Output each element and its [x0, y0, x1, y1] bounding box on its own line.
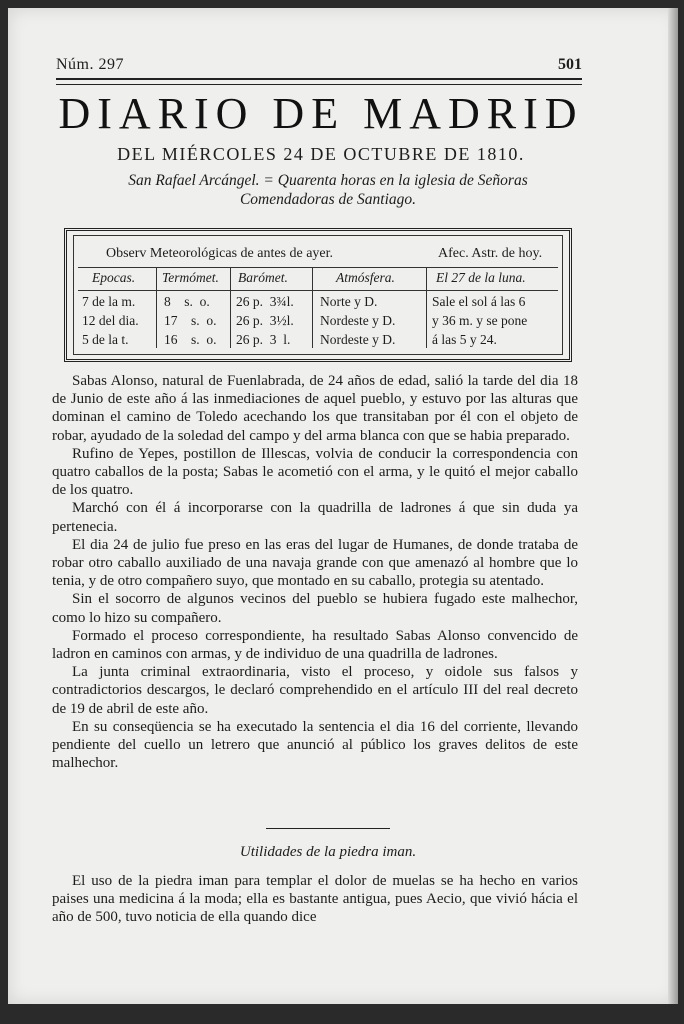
weather-rule: [78, 290, 558, 291]
astro-line-1: Sale el sol á las 6: [432, 294, 526, 309]
row3-epoca: 5 de la t.: [82, 332, 129, 347]
weather-col-divider: [230, 267, 231, 348]
weather-title-right: Afec. Astr. de hoy.: [438, 246, 543, 261]
row2-epoca: 12 del dia.: [82, 313, 139, 328]
page-header: [56, 56, 582, 74]
article-paragraph: Marchó con él á incorporarse con la quadrilla de ladrones á que sin duda ya pertenecia.: [52, 500, 578, 535]
article-body: [52, 372, 578, 772]
row3-atmos: Nordeste y D.: [320, 332, 396, 347]
weather-col-divider: [156, 267, 157, 348]
article-paragraph: El dia 24 de julio fue preso en las eras del lugar de Humanes, de donde trataba de robar otro caballo auxiliado de una navaja grande con que amenazó al hombre que lo tenia, y de otro compañero suyo, que montado en su caballo, protegia su atentado.: [52, 536, 578, 590]
col-barometro: Barómet.: [238, 270, 288, 285]
article-paragraph: Sabas Alonso, natural de Fuenlabrada, de 24 años de edad, salió la tarde del dia 18 de Junio de este año á las inmediaciones de aquel pueblo, y estuvo por las alturas que dominan el camino de Toledo acechando los que transitaban por él con el objeto de robar, ayudado de la soledad del campo y del arma blanca con que se habia preparado.: [52, 373, 578, 444]
section-divider: [266, 828, 390, 829]
article-paragraph: Rufino de Yepes, postillon de Illescas, volvia de conducir la correspondencia con quatro caballos de la posta; Sabas le acometió con el arma, y le quitó el mejor caballo de los quatro.: [52, 445, 578, 499]
article-paragraph: Formado el proceso correspondiente, ha resultado Sabas Alonso convencido de ladron en caminos con armas, y de individuo de una quadrilla de ladrones.: [52, 627, 578, 663]
weather-title-left: Observ Meteorológicas de antes de ayer.: [106, 246, 334, 261]
weather-table-border: [73, 235, 563, 355]
row1-baro: 26 p. 3¾l.: [236, 294, 294, 309]
weather-table-titles: [106, 246, 562, 268]
dateline: DEL MIÉRCOLES 24 DE OCTUBRE DE 1810.: [117, 144, 525, 164]
header-rule: [56, 78, 582, 85]
row3-baro: 26 p. 3 l.: [236, 332, 291, 347]
page-number: 501: [558, 56, 582, 73]
col-atmosfera: Atmósfera.: [336, 270, 395, 285]
row2-atmos: Nordeste y D.: [320, 313, 396, 328]
row2-baro: 26 p. 3½l.: [236, 313, 294, 328]
row3-termo: 16 s. o.: [164, 332, 217, 347]
weather-col-divider: [426, 267, 427, 348]
weather-rule: [78, 267, 558, 268]
row1-epoca: 7 de la m.: [82, 294, 136, 309]
astro-line-3: á las 5 y 24.: [432, 332, 497, 347]
page-edge: [668, 8, 678, 1004]
astro-line-2: y 36 m. y se pone: [432, 313, 528, 328]
col-termometro: Termómet.: [162, 270, 219, 285]
section-paragraph: El uso de la piedra iman para templar el dolor de muelas se ha hecho en varios paises una medicina á la moda; ella es bastante antigua, pues Aecio, que vivió hácia el año de 500, tuvo noticia de ella quando dice: [52, 873, 578, 926]
article-paragraph: La junta criminal extraordinaria, visto el proceso, y oidole sus falsos y contradictorios descargos, le declaró comprehendido en el artículo III del real decreto de 19 de abril de este año.: [52, 664, 578, 717]
row1-atmos: Norte y D.: [320, 294, 378, 309]
section-body: [52, 872, 578, 927]
row2-termo: 17 s. o.: [164, 313, 217, 328]
weather-table: [64, 228, 572, 362]
weather-col-divider: [312, 267, 313, 348]
saints-of-the-day: San Rafael Arcángel. = Quarenta horas en la iglesia de Señoras Comendadoras de Santiago.: [128, 172, 528, 208]
article-paragraph: Sin el socorro de algunos vecinos del pueblo se hubiera fugado este malhechor, como lo hizo su compañero.: [52, 591, 578, 626]
newspaper-page: [8, 8, 678, 1004]
row1-termo: 8 s. o.: [164, 294, 210, 309]
col-luna: El 27 de la luna.: [436, 270, 526, 285]
issue-number: Núm. 297: [56, 56, 124, 73]
article-paragraph: En su conseqüencia se ha executado la sentencia el dia 16 del corriente, llevando pendiente del cuello un letrero que anunció al público los graves delitos de este malhechor.: [52, 718, 578, 772]
masthead-title: DIARIO DE MADRID: [58, 89, 584, 138]
col-epocas: Epocas.: [92, 270, 136, 285]
section-title: Utilidades de la piedra iman.: [239, 844, 417, 860]
